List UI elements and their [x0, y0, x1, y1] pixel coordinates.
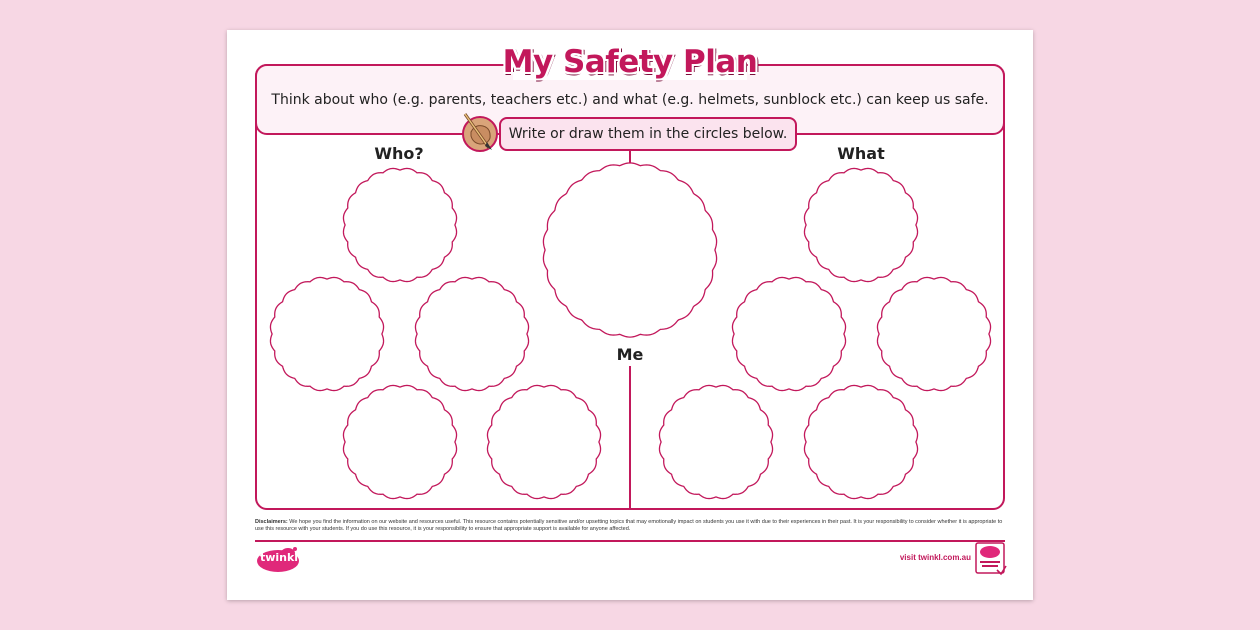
who-circle-3[interactable]: [415, 277, 528, 390]
writing-circles: [227, 30, 1033, 600]
page-title: My Safety Plan: [502, 44, 758, 80]
who-circle-1[interactable]: [343, 168, 456, 281]
instruction-text: Think about who (e.g. parents, teachers etc.) and what (e.g. helmets, sunblock etc.) can keep us safe.: [271, 92, 989, 108]
who-circle-2[interactable]: [270, 277, 383, 390]
heading-me: Me: [616, 345, 644, 364]
website-link[interactable]: visit twinkl.com.au: [899, 553, 971, 562]
what-circle-4[interactable]: [659, 385, 772, 498]
disclaimer-text: We hope you find the information on our website and resources useful. This resource contains potentially sensitive and/or upsetting topics that may emotionally impact on students you use it with due to their experiences in their past. It is your responsibility to consider whether it is appropriate to use this resource with your students. If you do use this resource, it is your responsibility to ensure that appropriate support is available for anyone affected.: [255, 519, 1003, 532]
heading-who: Who?: [374, 144, 424, 163]
disclaimer-label: Disclaimers:: [255, 519, 288, 525]
what-circle-5[interactable]: [804, 385, 917, 498]
what-circle-3[interactable]: [877, 277, 990, 390]
heading-what: What: [837, 144, 885, 163]
sub-instruction-box: Write or draw them in the circles below.: [499, 117, 797, 151]
who-circle-4[interactable]: [343, 385, 456, 498]
what-circle-1[interactable]: [804, 168, 917, 281]
what-circle-2[interactable]: [732, 277, 845, 390]
footer-divider: [255, 540, 1005, 542]
twinkl-logo-text: twinkl: [259, 551, 299, 564]
quality-badge-icon: [975, 542, 1007, 576]
who-circle-5[interactable]: [487, 385, 600, 498]
worksheet: [227, 30, 1033, 600]
me-circle[interactable]: [543, 163, 716, 337]
disclaimer: [255, 519, 1007, 533]
